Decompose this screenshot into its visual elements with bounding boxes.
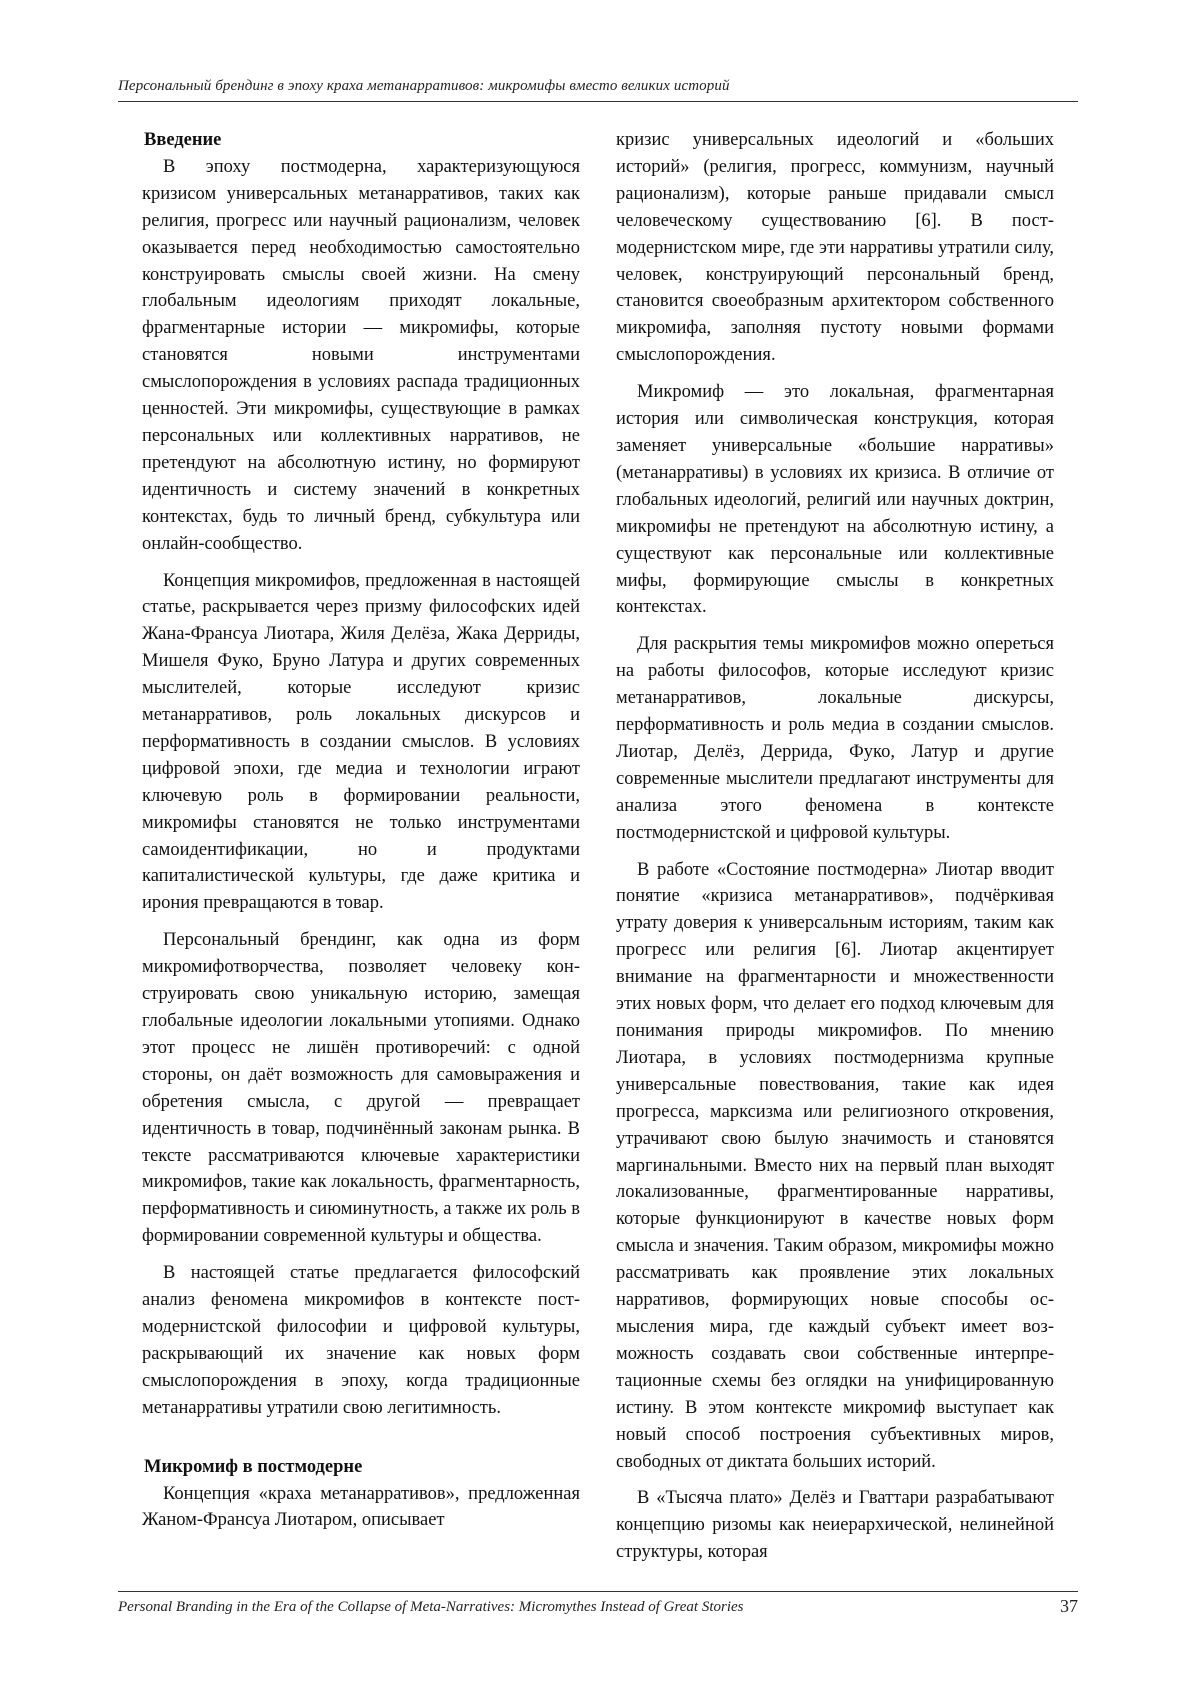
intro-heading: Введение xyxy=(144,130,222,150)
right-paragraph-4: В «Тысяча плато» Делёз и Гваттари разрабатывают концепцию ризомы как неиерархической, нелинейной структуры, которая xyxy=(616,1488,1054,1563)
intro-paragraph-2: Концепция микромифов, предложенная в настоящей статье, раскрывается через призму философских идей Жана-Франсуа Лиотара, Жиля Делёза, Жака Дерриды, Мишеля Фуко, Бруно Латура и других современных мыслителей, которые исследуют кризис метанарративов, роль локальных дискурсов и перформативность в создании смыслов. В условиях цифровой эпохи, где медиа и технологии играют ключевую роль в формировании реальности, микромифы становятся не только инструментами самоидентификации, но и продуктами капиталистической культуры, где даже критика и ирония превращаются в товар. xyxy=(142,570,580,914)
continued-paragraph: кризис универсальных идеологий и «больших историй» (религия, прогресс, коммунизм, научный рационализм), которые раньше придавали смысл человеческому существованию [6]. В постмодернистском мире, где эти нарративы утратили силу, человек, конструирующий персональный бренд, становится своеобразным архитектором собственного микромифа, заполняя пустоту новыми формами смыслопорождения. xyxy=(616,130,1054,366)
page-number: 37 xyxy=(1060,1596,1078,1616)
header-divider xyxy=(118,101,1078,102)
right-paragraph-2: Для раскрытия темы микромифов можно опереться на работы философов, которые исследуют кризис метанарративов, локальные дискурсы, перформативность и роль медиа в создании смыслов. Лиотар, Делёз, Деррида, Фуко, Латур и другие современные мыслители предлагают инструменты для анализа этого феномена в контексте постмодернистской и цифровой культуры. xyxy=(616,634,1054,843)
left-column xyxy=(142,127,580,1534)
right-paragraph-1: Микромиф — это локальная, фрагментарная история или символическая конструкция, которая заменяет универсальные «большие нарративы» (метанарративы) в условиях их кризиса. В отличие от глобальных идеологий, религий или научных доктрин, микромифы не претендуют на абсолютную истину, а существуют как персональные или коллективные мифы, формирующие смыслы в конкретных контекстах. xyxy=(616,382,1054,618)
footer-divider xyxy=(118,1591,1078,1592)
english-title-footer: Personal Branding in the Era of the Collapse of Meta-Narratives: Micromythes Instead of Great Stories xyxy=(118,1599,744,1615)
intro-paragraph-3: Персональный брендинг, как одна из форм микромифотворчества, позволяет человеку конструировать свою уникальную историю, замещая глобальные идеологии локальными утопиями. Однако этот процесс не лишён противоречий: с одной стороны, он даёт возможность для самовыражения и обретения смысла, с другой — превращает идентичность в товар, подчинённый законам рынка. В тексте рассматриваются ключевые характеристики микромифов, такие как локальность, фрагментарность, перформативность и сиюминутность, а также их роль в формировании современной культуры и общества. xyxy=(142,930,581,1247)
right-paragraph-3: В работе «Состояние постмодерна» Лиотар вводит понятие «кризиса метанарративов», подчёркивая утрату доверия к универсальным историям, таким как прогресс или религия [6]. Лиотар акцентирует внимание на фрагментарности и множественности этих новых форм, что делает его подход ключевым для понимания природы микромифов. По мнению Лиотара, в условиях постмодернизма крупные универсальные повествования, такие как идея прогресса, марксизма или религиозного откровения, утрачивают свою былую значимость и становятся маргинальными. Вместо них на первый план выходят локализованные, фрагментированные нарративы, которые функционируют в качестве новых форм смысла и значения. Таким образом, микромифы можно рассматривать как проявление этих локальных нарративов, формирующих новые способы осмысления мира, где каждый субъект имеет возможность создавать свои собственные интерпретационные схемы без оглядки на унифицированную истину. В этом контексте микромиф выступает как новый способ построения субъективных миров, свободных от диктата больших историй. xyxy=(616,859,1054,1472)
intro-paragraph-1: В эпоху постмодерна, характеризующуюся кризисом универсальных метанарративов, таких как религия, прогресс или научный рационализм, человек оказывается перед необходимостью самостоятельно конструировать смыслы своей жизни. На смену глобальным идеологиям приходят локальные, фрагментарные истории — микромифы, которые становятся новыми инструментами смыслопорождения в условиях распада традиционных ценностей. Эти микромифы, существующие в рамках персональных или коллективных нарративов, не претендуют на абсолютную истину, но формируют идентичность и систему значений в конкретных контекстах, будь то личный бренд, субкультура или онлайн-сообщество. xyxy=(142,156,580,554)
section-paragraph-1: Концепция «краха метанарративов», предложенная Жаном-Франсуа Лиотаром, описывает xyxy=(142,1483,580,1531)
right-column xyxy=(616,127,1054,1566)
section-heading: Микромиф в постмодерне xyxy=(144,1456,363,1477)
running-header: Персональный брендинг в эпоху краха метанарративов: микромифы вместо великих историй xyxy=(118,78,730,94)
intro-paragraph-4: В настоящей статье предлагается философский анализ феномена микромифов в контексте постмодернистской философии и цифровой культуры, раскрывающий их значение как новых форм смыслопорождения в эпоху, когда традиционные метанарративы утратили свою легитимность. xyxy=(142,1263,580,1418)
